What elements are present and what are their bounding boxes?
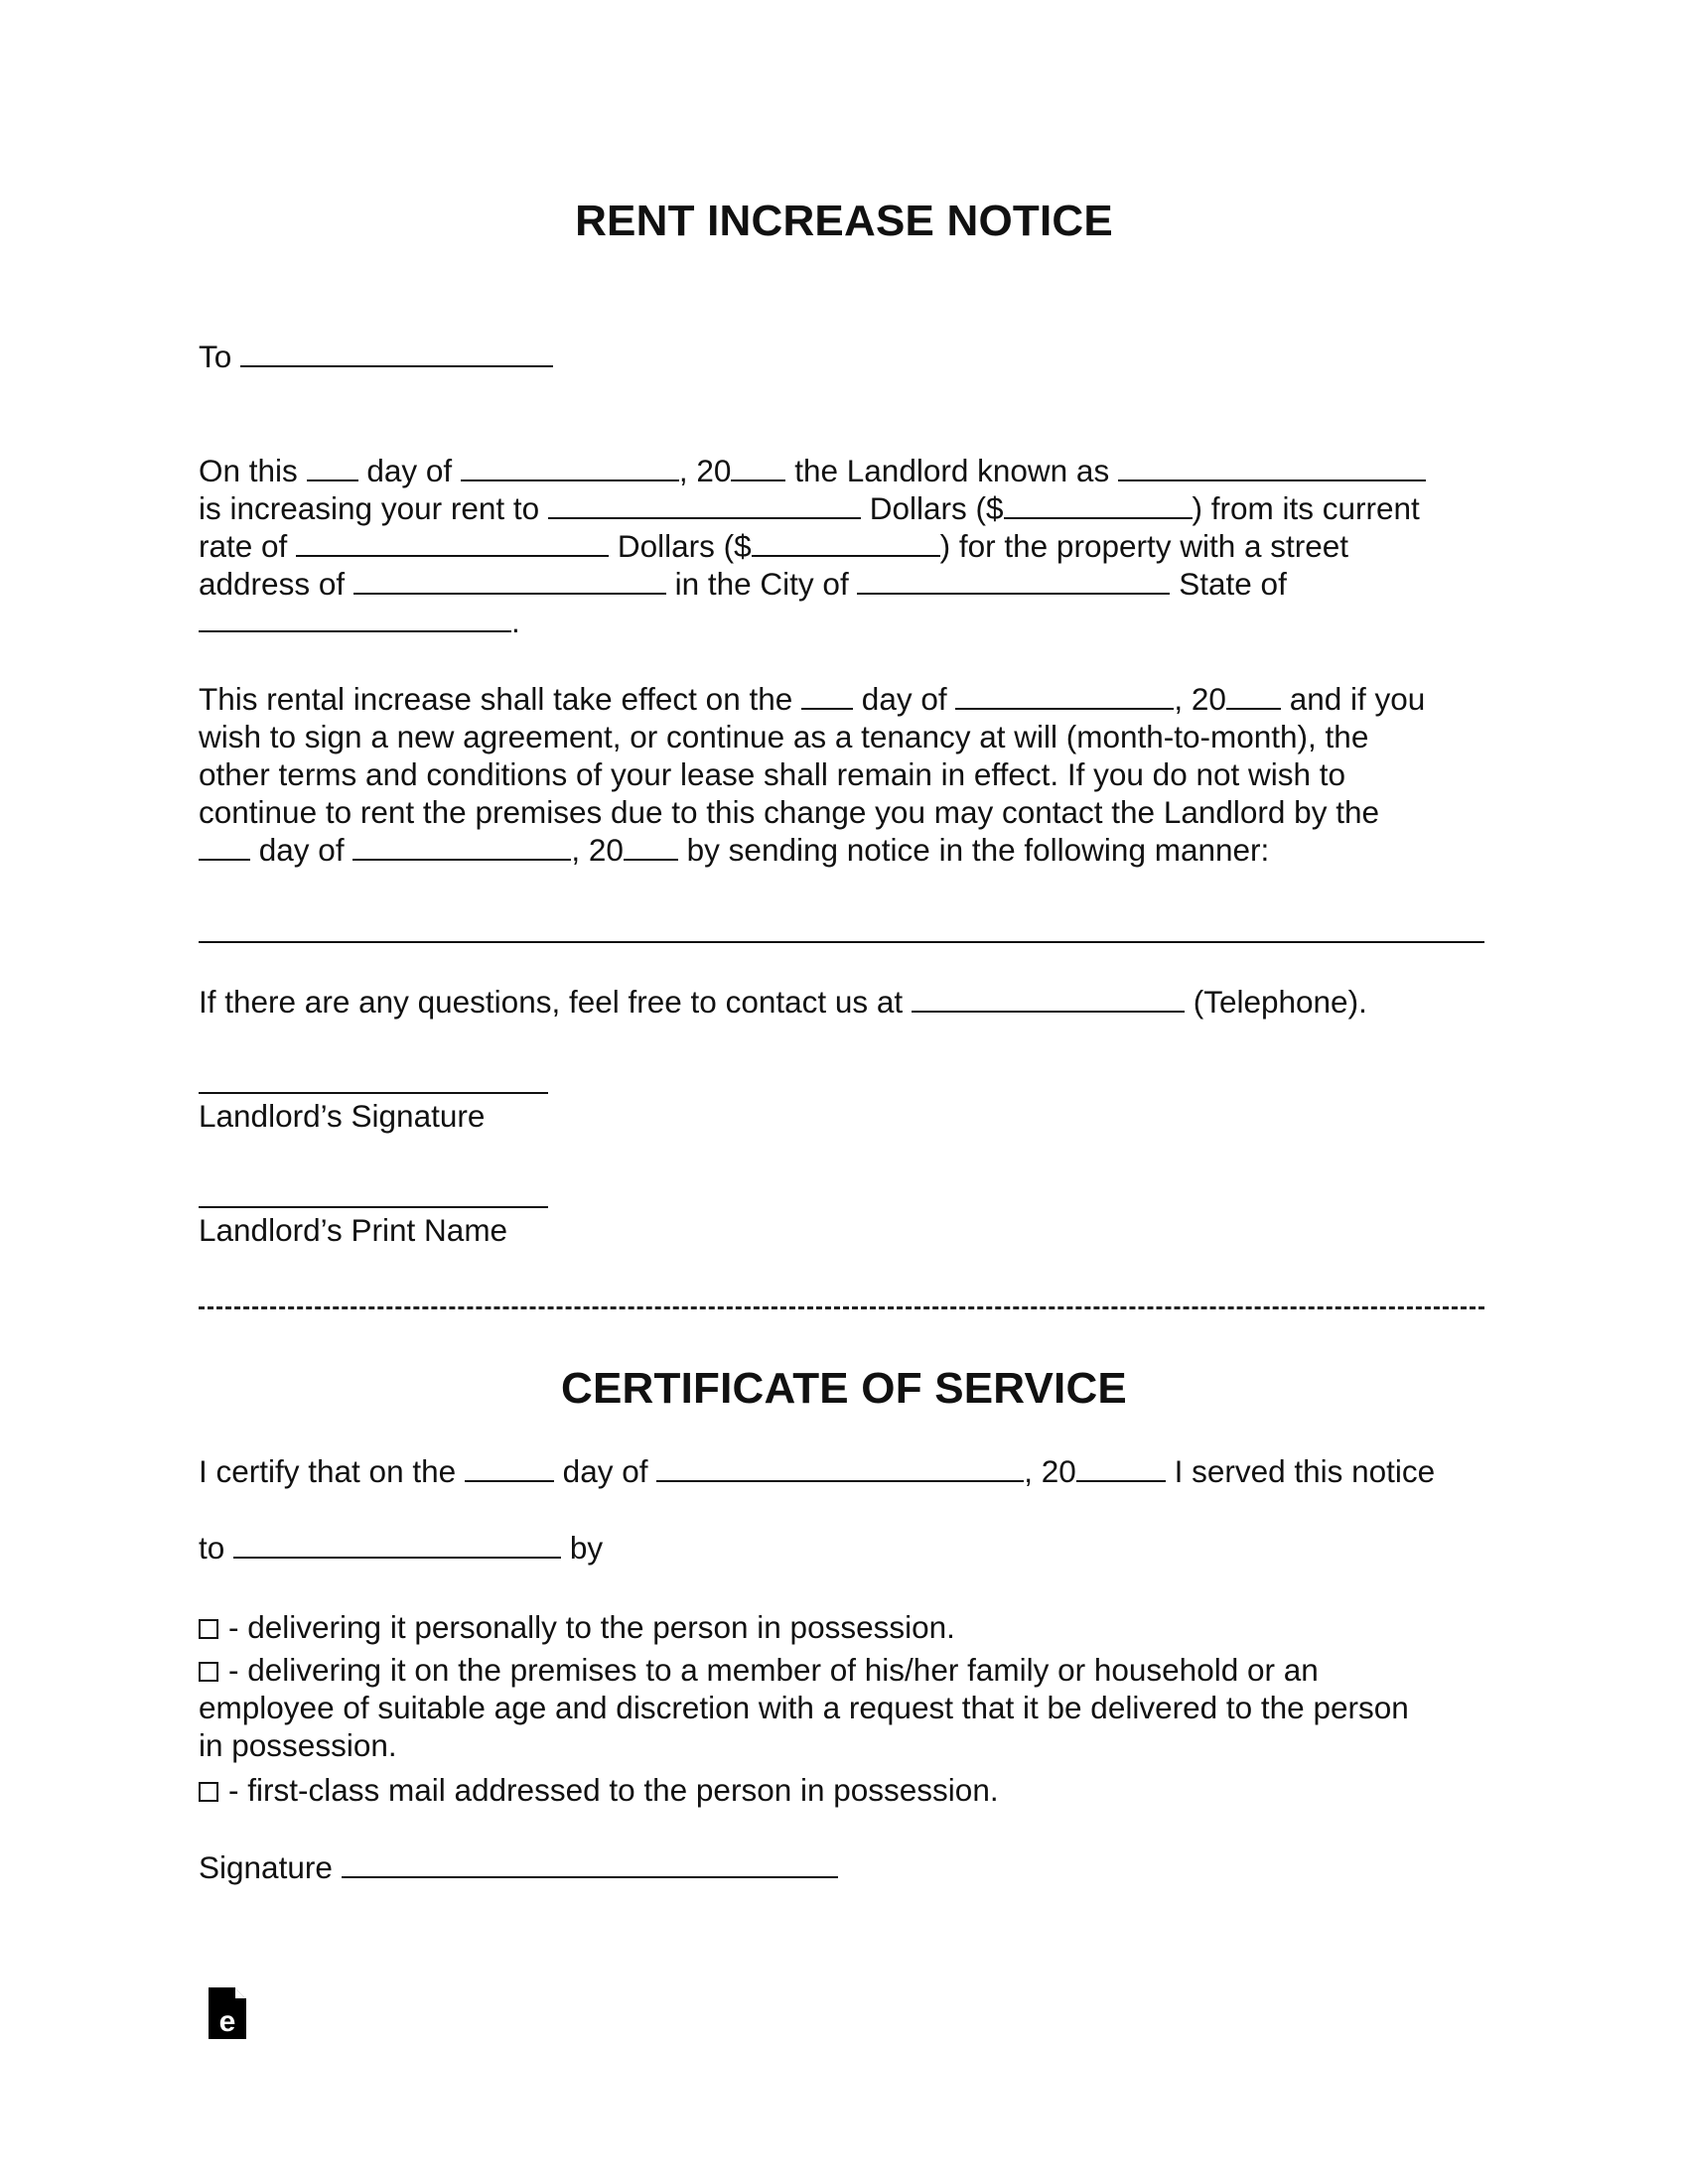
current-rent-words-blank[interactable] — [296, 554, 609, 557]
para1-line3 — [199, 527, 1348, 565]
para1-text: Dollars ($ — [869, 490, 1004, 526]
checkbox-personal-delivery[interactable] — [199, 1619, 218, 1639]
service-day-blank[interactable] — [465, 1479, 554, 1482]
option-label: - delivering it on the premises to a member of his/her family or household or an — [228, 1652, 1319, 1688]
para2-text: , 20 — [1174, 681, 1226, 717]
para1-text: in the City of — [674, 566, 849, 602]
notice-day-blank[interactable] — [307, 478, 358, 481]
served-to-text: to — [199, 1530, 225, 1566]
to-label: To — [199, 339, 232, 374]
recipient-blank[interactable] — [240, 364, 553, 367]
document-title: RENT INCREASE NOTICE — [575, 197, 1113, 245]
para2-text: day of — [258, 832, 345, 868]
para1-text: On this — [199, 453, 298, 488]
current-rent-amount-blank[interactable] — [752, 554, 940, 557]
para1-text: day of — [366, 453, 453, 488]
landlord-print-name-blank[interactable] — [199, 1206, 548, 1208]
contact-deadline-month-blank[interactable] — [352, 858, 571, 861]
para1-text: , 20 — [678, 453, 732, 488]
certify-text: I certify that on the — [199, 1453, 457, 1489]
certify-line — [199, 1452, 1435, 1490]
certify-text: I served this notice — [1174, 1453, 1436, 1489]
option-label: - first-class mail addressed to the person in possession. — [228, 1772, 999, 1808]
certificate-title: CERTIFICATE OF SERVICE — [561, 1364, 1127, 1413]
new-rent-amount-blank[interactable] — [1004, 516, 1193, 519]
checkbox-premises-delivery[interactable] — [199, 1662, 218, 1682]
new-rent-words-blank[interactable] — [548, 516, 861, 519]
served-by-text: by — [569, 1530, 604, 1566]
certify-text: day of — [562, 1453, 648, 1489]
para1-line5 — [199, 603, 520, 640]
service-option-premises-cont2: in possession. — [199, 1727, 397, 1763]
notice-manner-blank[interactable] — [199, 941, 1484, 943]
service-month-blank[interactable] — [656, 1479, 1024, 1482]
telephone-blank[interactable] — [912, 1010, 1185, 1013]
state-blank[interactable] — [199, 629, 511, 632]
contact-suffix: (Telephone). — [1193, 984, 1367, 1020]
landlord-signature-blank[interactable] — [199, 1092, 548, 1094]
para2-line5 — [199, 831, 1269, 869]
city-blank[interactable] — [857, 592, 1170, 595]
server-signature-line — [199, 1848, 838, 1886]
contact-text: If there are any questions, feel free to contact us at — [199, 984, 904, 1020]
service-option-personal — [199, 1608, 955, 1646]
certify-text: , 20 — [1024, 1453, 1076, 1489]
notice-month-blank[interactable] — [461, 478, 679, 481]
served-to-line — [199, 1529, 603, 1567]
service-option-premises-cont1: employee of suitable age and discretion with a request that it be delivered to the person — [199, 1690, 1409, 1725]
para1-line4 — [199, 565, 1287, 603]
para2-text: This rental increase shall take effect on the — [199, 681, 793, 717]
to-line — [199, 338, 553, 375]
contact-deadline-day-blank[interactable] — [199, 858, 250, 861]
para2-line3: other terms and conditions of your lease shall remain in effect. If you do not wish to — [199, 756, 1346, 792]
landlord-signature-label: Landlord’s Signature — [199, 1098, 486, 1134]
server-signature-blank[interactable] — [342, 1875, 838, 1878]
service-option-premises — [199, 1651, 1319, 1689]
para2-line4: continue to rent the premises due to this change you may contact the Landlord by the — [199, 794, 1379, 830]
effective-day-blank[interactable] — [801, 707, 853, 710]
para1-text: ) for the property with a street — [939, 528, 1349, 564]
effective-year-blank[interactable] — [1226, 707, 1281, 710]
svg-text:e: e — [218, 2005, 236, 2038]
served-person-blank[interactable] — [233, 1556, 561, 1559]
para2-text: , 20 — [571, 832, 624, 868]
para2-line1 — [199, 680, 1425, 718]
landlord-name-blank[interactable] — [1118, 478, 1426, 481]
para1-text: address of — [199, 566, 346, 602]
contact-line — [199, 983, 1367, 1021]
para2-line2: wish to sign a new agreement, or continue as a tenancy at will (month-to-month), the — [199, 719, 1369, 754]
para1-text: Dollars ($ — [617, 528, 752, 564]
service-option-mail — [199, 1771, 999, 1809]
service-year-blank[interactable] — [1076, 1479, 1166, 1482]
para2-text: and if you — [1289, 681, 1426, 717]
para2-text: day of — [861, 681, 947, 717]
landlord-print-name-label: Landlord’s Print Name — [199, 1212, 508, 1248]
para1-text: ) from its current — [1192, 490, 1420, 526]
para1-text: rate of — [199, 528, 288, 564]
option-label: - delivering it personally to the person in possession. — [228, 1609, 955, 1645]
para1-line1 — [199, 452, 1426, 489]
effective-month-blank[interactable] — [955, 707, 1174, 710]
para1-text: is increasing your rent to — [199, 490, 540, 526]
para1-text: State of — [1179, 566, 1287, 602]
server-signature-label: Signature — [199, 1849, 333, 1885]
para1-text: . — [511, 604, 520, 639]
street-address-blank[interactable] — [353, 592, 666, 595]
para1-line2 — [199, 489, 1420, 527]
cut-line-divider — [199, 1306, 1484, 1309]
para2-text: by sending notice in the following manner: — [686, 832, 1270, 868]
notice-year-blank[interactable] — [731, 478, 785, 481]
checkbox-first-class-mail[interactable] — [199, 1782, 218, 1802]
eforms-document-logo-icon — [209, 1987, 246, 2039]
para1-text: the Landlord known as — [794, 453, 1110, 488]
contact-deadline-year-blank[interactable] — [624, 858, 678, 861]
